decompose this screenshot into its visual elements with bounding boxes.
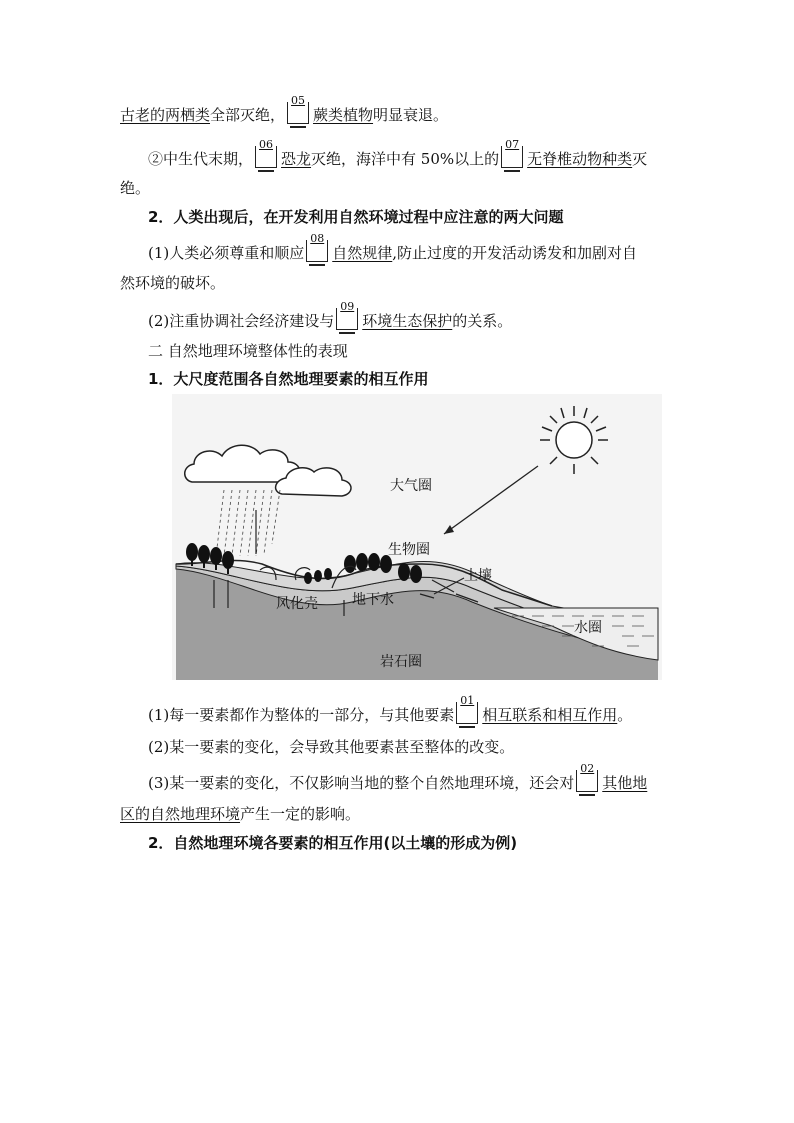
label-weathered-crust: 风化壳 [276,596,318,612]
line-3: 绝。 [120,179,151,197]
underlined-answer: 相互联系和相互作用 [482,706,618,724]
heading-large-scale: 1．大尺度范围各自然地理要素的相互作用 [148,370,429,388]
underlined-answer: 恐龙 [281,150,312,168]
label-atmosphere: 大气圈 [390,478,432,494]
label-hydrosphere: 水圈 [574,620,602,636]
underlined-answer: 无脊椎动物种类 [527,150,633,168]
item-2: (2)某一要素的变化，会导致其他要素甚至整体的改变。 [148,738,515,756]
point-1: (1)人类必须尊重和顺应 08 自然规律,防止过度的开发活动诱发和加剧对自 [148,232,638,262]
section-two-title: 二 自然地理环境整体性的表现 [148,342,348,360]
underlined-answer: 自然规律 [332,244,393,262]
line-1: 古老的两栖类全部灭绝， 05 蕨类植物明显衰退。 [120,94,449,124]
label-groundwater: 地下水 [352,592,394,608]
underlined-answer: 区的自然地理环境 [120,805,241,823]
item-3: (3)某一要素的变化，不仅影响当地的整个自然地理环境，还会对 02 其他地 [148,762,648,792]
answer-badge: 08 [306,240,328,262]
item-3-cont: 区的自然地理环境产生一定的影响。 [120,805,361,823]
point-2: (2)注重协调社会经济建设与 09 环境生态保护的关系。 [148,300,513,330]
item-1: (1)每一要素都作为整体的一部分，与其他要素 01 相互联系和相互作用。 [148,694,633,724]
underlined-answer: 古老的两栖类 [120,106,211,124]
heading-soil-formation: 2．自然地理环境各要素的相互作用(以土壤的形成为例) [148,834,518,852]
label-biosphere: 生物圈 [388,542,430,558]
label-lithosphere: 岩石圈 [380,654,422,670]
answer-badge: 01 [456,702,478,724]
label-soil: 土壤 [464,568,492,584]
geographic-sphere-diagram [172,394,662,680]
line-2: ②中生代末期， 06 恐龙灭绝，海洋中有 50%以上的 07 无脊椎动物种类灭 [148,138,648,168]
underlined-answer: 蕨类植物 [313,106,374,124]
answer-badge: 06 [255,146,277,168]
heading-two-problems: 2．人类出现后，在开发利用自然环境过程中应注意的两大问题 [148,208,564,226]
answer-badge: 05 [287,102,309,124]
answer-badge: 07 [501,146,523,168]
point-1-cont: 然环境的破坏。 [120,274,226,292]
answer-badge: 02 [576,770,598,792]
underlined-answer: 其他地 [602,774,648,792]
answer-badge: 09 [336,308,358,330]
underlined-answer: 环境生态保护 [362,312,453,330]
